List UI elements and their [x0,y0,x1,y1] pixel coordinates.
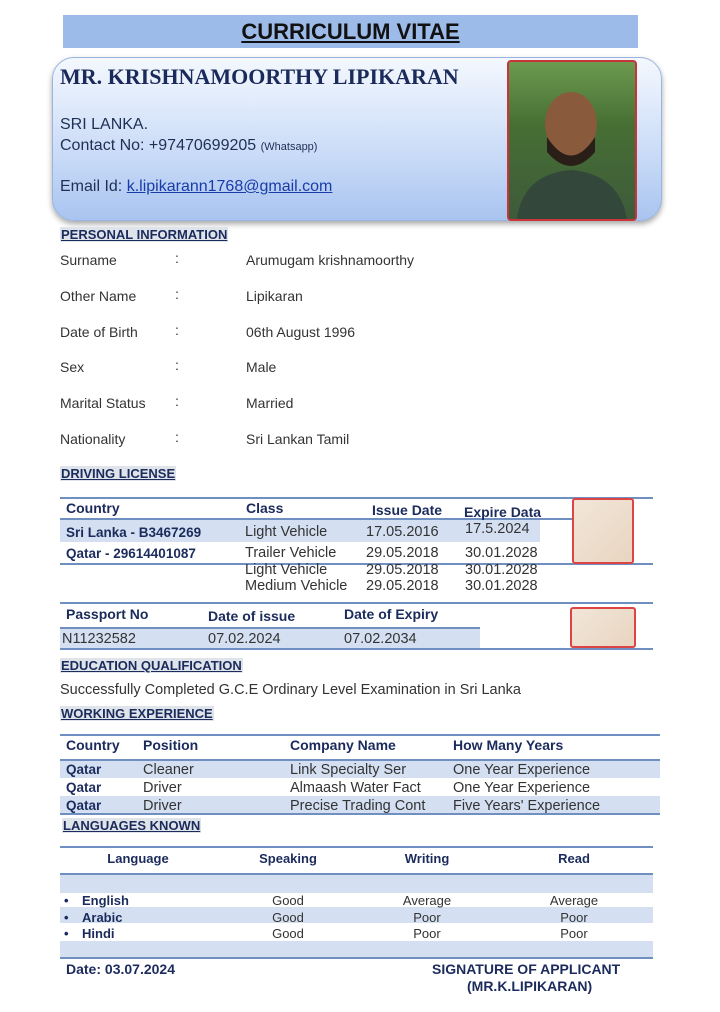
personal-value: Married [246,395,294,412]
lang-level: Good [272,893,304,908]
work-header: Position [143,737,199,753]
dl-issue: 29.05.2018 [366,562,439,578]
work-cell: Driver [143,798,182,814]
lang-header: Writing [404,851,450,866]
dl-header-class: Class [246,500,284,516]
colon: : [175,357,179,374]
personal-label: Sex [60,359,85,376]
lang-header: Read [558,851,590,866]
bullet-icon: • [64,893,69,908]
country: SRI LANKA. [60,116,149,133]
dl-header-issue: Issue Date [372,502,443,518]
dl-class: Light Vehicle [245,562,328,578]
personal-label: Nationality [60,431,126,447]
work-cell: Five Years' Experience [453,798,601,814]
passport-header-expiry: Date of Expiry [344,606,439,622]
dl-class: Light Vehicle [245,524,328,540]
lang-level: Average [402,893,452,908]
personal-value: 06th August 1996 [246,323,355,340]
lang-level: Poor [413,909,441,925]
lang-name: Arabic [82,909,123,925]
lang-level: Poor [560,909,588,925]
lang-name: English [82,893,129,908]
passport-issue: 07.02.2024 [208,631,281,647]
work-cell: Driver [143,780,182,796]
work-cell: One Year Experience [453,762,591,778]
colon: : [175,321,179,338]
email: Email Id: k.lipikarann1768@gmail.com [60,178,333,195]
dl-expire: 30.01.2028 [465,562,538,578]
work-heading: WORKING EXPERIENCE [61,706,213,721]
applicant-name: MR. KRISHNAMOORTHY LIPIKARAN [60,64,459,89]
passport-no: N11232582 [62,631,136,647]
bullet-icon: • [64,909,69,925]
contact: Contact No: +97470699205 (Whatsapp) [60,137,318,154]
colon: : [175,285,179,302]
colon: : [175,250,179,266]
work-cell: Precise Trading Cont [290,798,426,814]
colon: : [175,393,179,410]
lang-level: Average [549,893,599,908]
colon: : [175,429,179,445]
work-cell: Qatar [66,762,102,777]
work-cell: Qatar [66,780,102,795]
personal-heading: PERSONAL INFORMATION [61,227,228,242]
dl-expire: 17.5.2024 [465,521,530,537]
dl-class: Medium Vehicle [245,578,348,594]
personal-label: Marital Status [60,395,146,412]
languages-heading: LANGUAGES KNOWN [63,818,201,833]
dl-issue: 17.05.2016 [366,524,439,540]
email-link[interactable]: k.lipikarann1768@gmail.com [126,178,333,195]
license-card-image [572,498,634,564]
work-header: Country [66,737,120,753]
lang-header: Speaking [259,851,317,866]
title-banner [63,15,638,48]
personal-value: Lipikaran [246,287,303,304]
page-title: CURRICULUM VITAE [241,19,460,44]
work-cell: Link Specialty Ser [290,762,407,778]
personal-value: Arumugam krishnamoorthy [246,252,415,268]
lang-level: Poor [413,926,441,941]
dl-class: Trailer Vehicle [245,545,337,561]
dl-expire: 30.01.2028 [465,578,538,594]
lang-level: Good [272,909,304,925]
dl-country: Sri Lanka - B3467269 [66,525,202,540]
lang-name: Hindi [82,926,115,941]
dl-header-country: Country [66,500,120,516]
personal-label: Surname [60,252,117,268]
lang-level: Good [272,926,304,941]
dl-country: Qatar - 29614401087 [66,546,196,561]
personal-value: Sri Lankan Tamil [246,431,350,447]
dl-issue: 29.05.2018 [366,545,439,561]
person-photo-icon [509,62,635,219]
education-text: Successfully Completed G.C.E Ordinary Level Examination in Sri Lanka [60,682,521,698]
footer-date: Date: 03.07.2024 [66,961,175,977]
personal-label: Date of Birth [60,323,138,340]
passport-image [570,607,636,648]
personal-label: Other Name [60,287,137,304]
passport-header-no: Passport No [66,606,149,622]
lang-level: Poor [560,926,588,941]
work-header: Company Name [290,737,396,753]
work-cell: Almaash Water Fact [290,780,421,796]
signer-name: (MR.K.LIPIKARAN) [467,978,593,994]
lang-header: Language [107,851,169,866]
profile-photo [507,60,637,221]
dl-header-expire: Expire Data [464,504,542,520]
driving-heading: DRIVING LICENSE [61,466,176,481]
bullet-icon: • [64,926,69,941]
education-heading: EDUCATION QUALIFICATION [61,658,242,673]
signature-label: SIGNATURE OF APPLICANT [432,961,621,977]
work-cell: Cleaner [143,762,194,778]
passport-header-issue: Date of issue [208,608,296,624]
work-header: How Many Years [453,737,564,753]
dl-expire: 30.01.2028 [465,545,538,561]
passport-expiry: 07.02.2034 [344,631,417,647]
work-cell: One Year Experience [453,780,591,796]
work-cell: Qatar [66,798,102,813]
dl-issue: 29.05.2018 [366,578,439,594]
personal-value: Male [246,359,277,376]
